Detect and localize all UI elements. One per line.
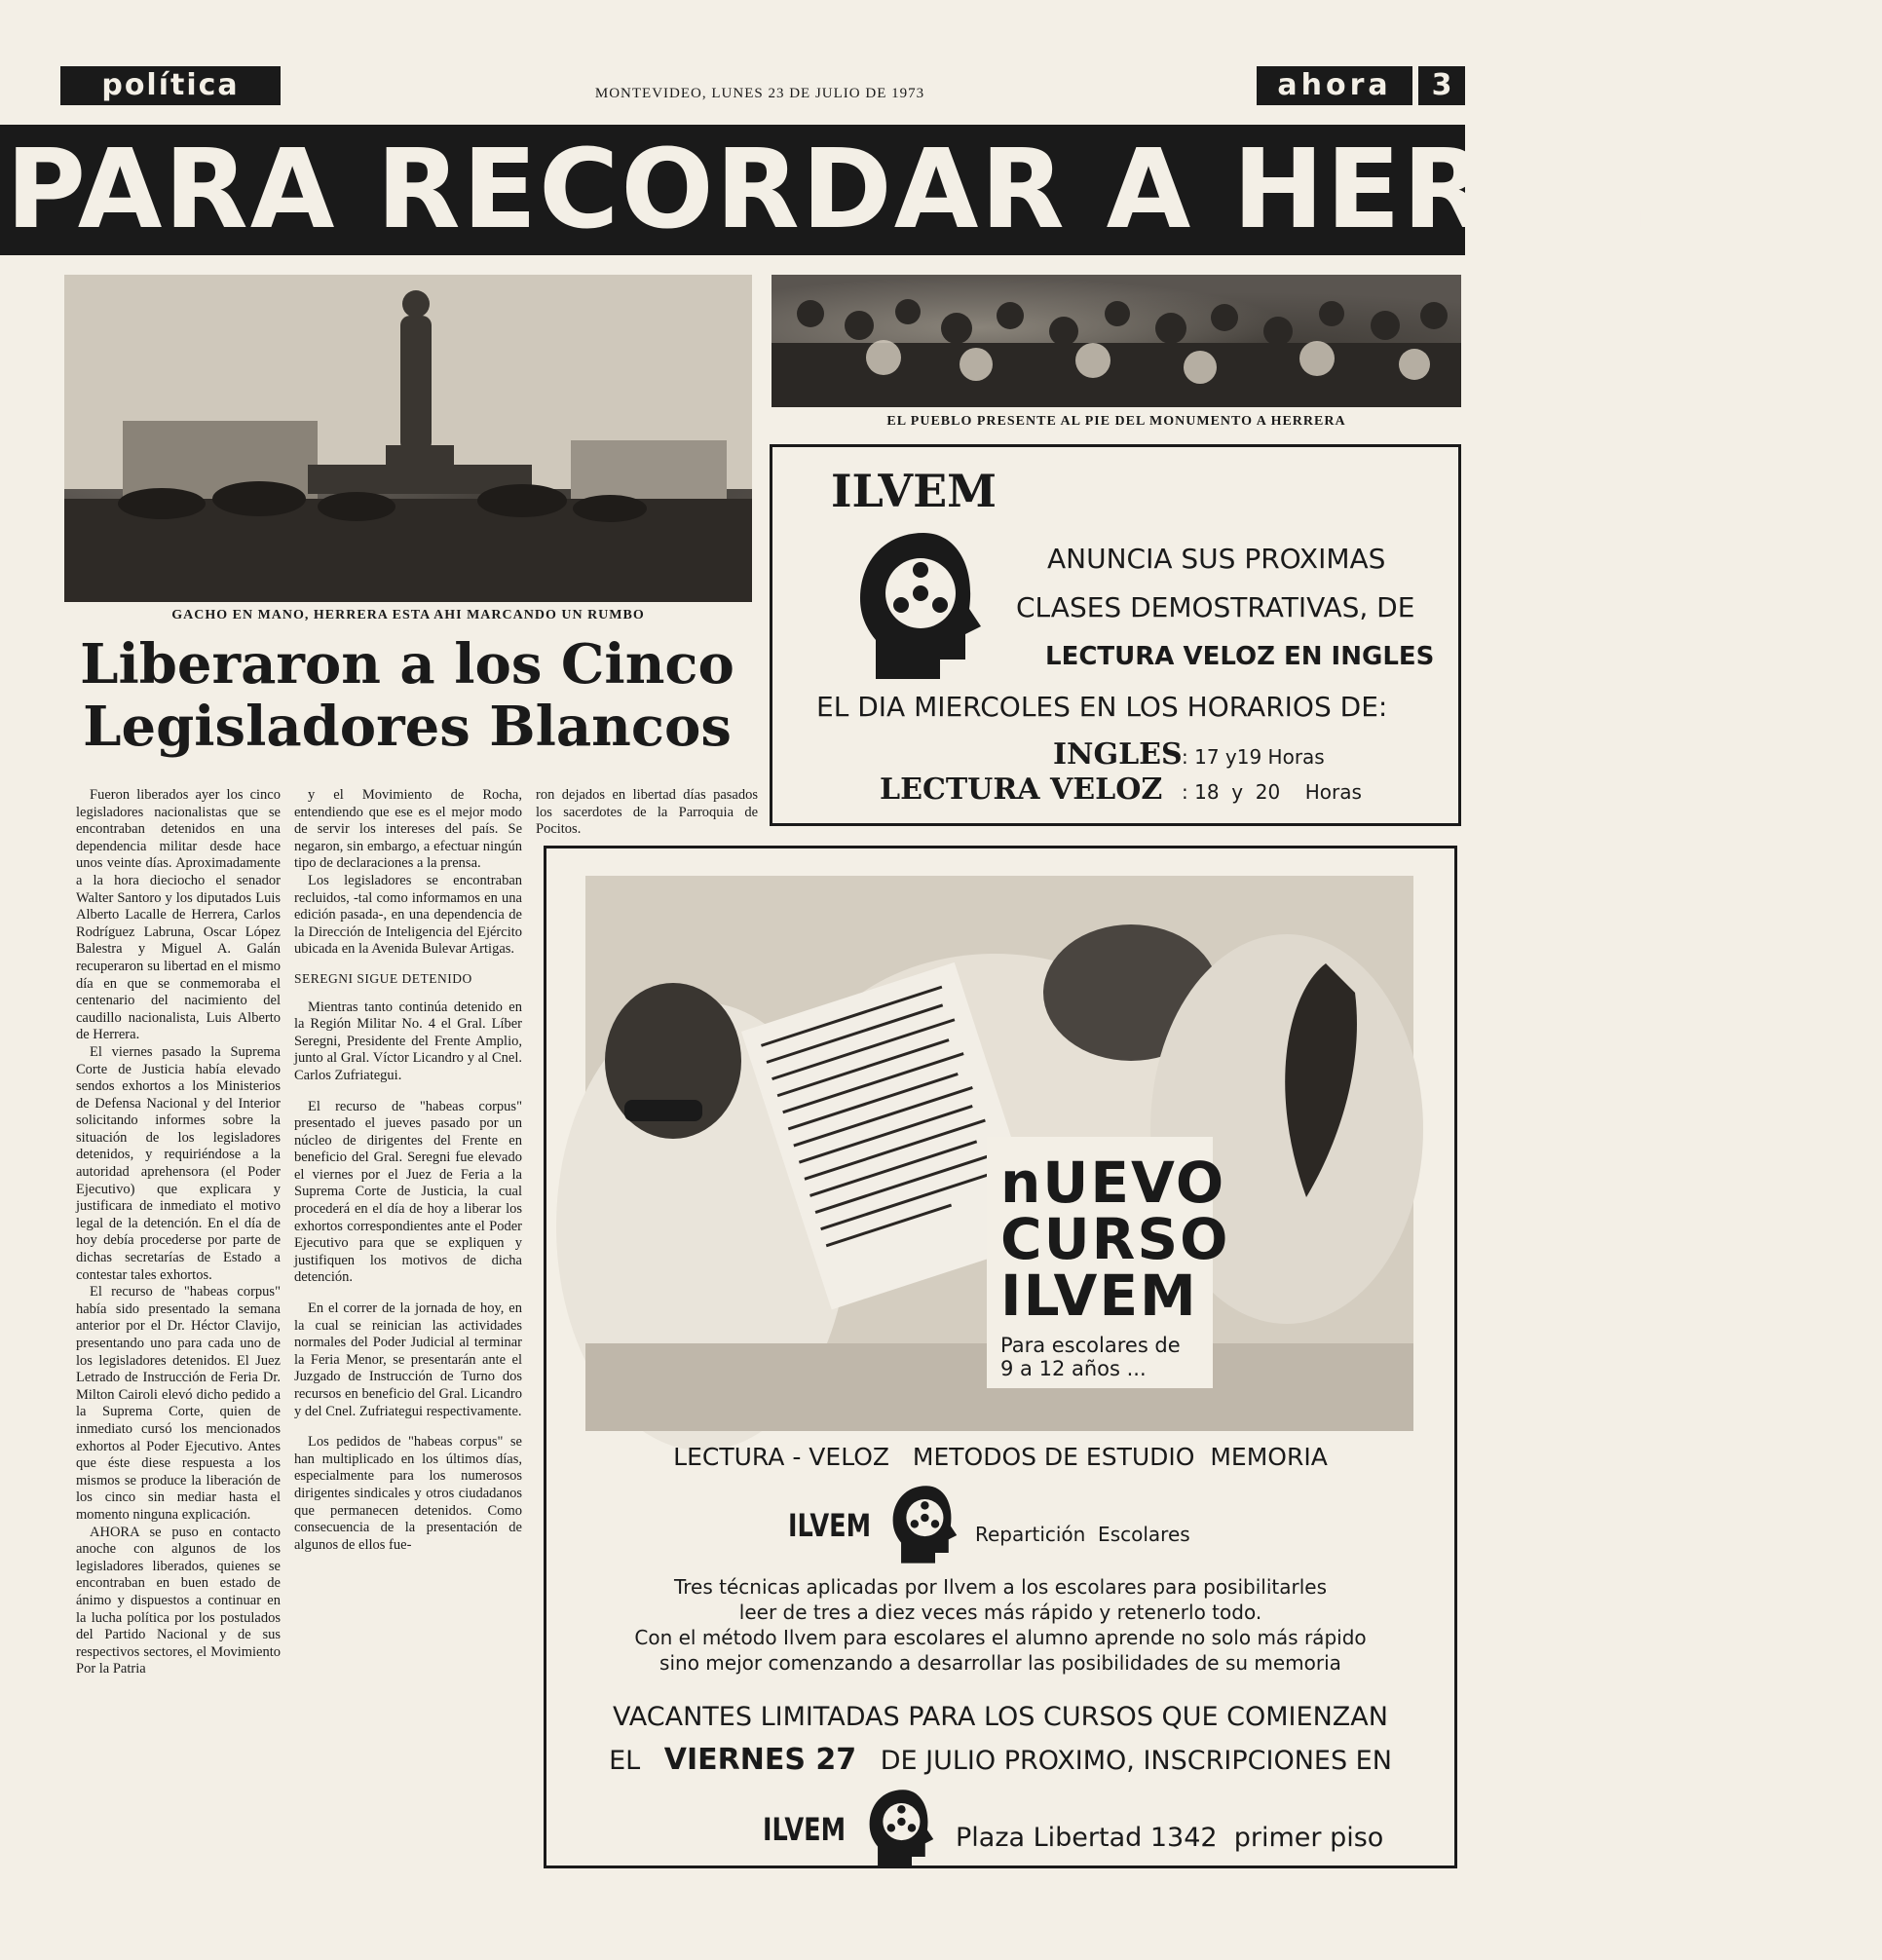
paragraph: El viernes pasado la Suprema Corte de Justicia había elevado sendos exhortos a los Ministerios de Defensa Nacional y del Interior solicitando informes sobre la situación de los legisladores detenidos, y requiriéndose a la autoridad aprehensora (el Poder Ejecutivo) que explicara y justificara de inmediato el motivo legal de la detención. En el día de hoy debía procederse por parte de dichas secretarías de Estado a contestar tales exhortos. (76, 1043, 281, 1283)
article-title-line2: Legisladores Blancos (83, 695, 732, 759)
ad1-line-1: ANUNCIA SUS PROXIMAS (1047, 543, 1386, 575)
dateline: MONTEVIDEO, LUNES 23 DE JULIO DE 1973 (594, 86, 925, 101)
article-title-line1: Liberaron a los Cinco (80, 632, 734, 697)
ad1-brand: ILVEM (831, 465, 997, 517)
ad1-row-1-label: INGLES (1053, 737, 1183, 772)
statue-photo (64, 275, 752, 602)
paragraph: Fueron liberados ayer los cinco legisladores nacionalistas que se encontraban detenidos en una dependencia militar desde hace unos veinte días. Aproximadamente a la hora dieciocho el senador Walter Santoro y los diputados Luis Alberto Lacalle de Herrera, Carlos Rodríguez Labruna, Oscar López Balestra y Miguel A. Galán recuperaron su libertad en el mismo día en que se conmemoraba el centenario del nacimiento del caudillo nacionalista, Luis Alberto de Herrera. (76, 787, 281, 1043)
statue-photo-caption: GACHO EN MANO, HERRERA ESTA AHI MARCANDO UN RUMBO (171, 608, 645, 622)
ad1-line-3: LECTURA VELOZ EN INGLES (1045, 642, 1435, 671)
section-tag: política (60, 66, 281, 105)
badge-sub-2: 9 a 12 años ... (1000, 1357, 1147, 1380)
main-headline: PARA RECORDAR A HERRERA" (0, 125, 1465, 255)
paragraph: Los pedidos de "habeas corpus" se han multiplicado en los últimos días, especialmente para los numerosos dirigentes sindicales y otros ciudadanos que permanecen detenidos. Como consecuencia de la presentación de algunos de ellos fue- (294, 1434, 522, 1553)
paragraph: y el Movimiento de Rocha, entendiendo que ese es el mejor modo de servir los intereses del país. Se negaron, sin embargo, a efectuar ningún tipo de declaraciones a la prensa. (294, 787, 522, 872)
vacantes-date: VIERNES 27 (663, 1743, 857, 1777)
ad2-brand: ILVEM (788, 1507, 872, 1544)
badge-line-2: CURSO (1000, 1206, 1230, 1272)
ad1-row-2-label: LECTURA VELOZ (880, 773, 1163, 807)
vacantes-rest: DE JULIO PROXIMO, INSCRIPCIONES EN (880, 1746, 1392, 1776)
badge-line-1: nUEVO (1000, 1150, 1226, 1216)
paragraph: AHORA se puso en contacto anoche con algunos de los legisladores liberados, quienes se encontraban en buen estado de ánimo y dispuestos a continuar en la lucha política por los postulados del Partido Nacional y de sus respectivos sectores, el Movimiento Por la Patria (76, 1524, 281, 1677)
masthead: ahora (1257, 66, 1412, 105)
ilvem-ad-new-course (544, 846, 1457, 1868)
students-photo (585, 876, 1413, 1431)
crowd-figures (772, 275, 1461, 407)
ad2-footer-brand: ILVEM (763, 1811, 847, 1848)
ad2-body-3: Con el método Ilvem para escolares el alumno aprende no solo más rápido (634, 1626, 1367, 1649)
ad2-body-4: sino mejor comenzando a desarrollar las posibilidades de su memoria (659, 1651, 1341, 1675)
paragraph: Mientras tanto continúa detenido en la Región Militar No. 4 el Gral. Líber Seregni, Presidente del Frente Amplio, junto al Gral. Víctor Licandro y al Cnel. Carlos Zufriategui. (294, 999, 522, 1083)
subheading: SEREGNI SIGUE DETENIDO (294, 970, 472, 986)
paragraph: ron dejados en libertad días pasados los sacerdotes de la Parroquia de Pocitos. (536, 787, 758, 838)
article-column-2 (294, 787, 522, 1907)
paragraph: El recurso de "habeas corpus" presentado el jueves pasado por un núcleo de dirigentes del Frente en beneficio del Gral. Seregni fue elevado el viernes por el Juez de Feria a la Suprema Corte de Justicia, la cual procederá en el día de hoy a liberar los exhortos correspondientes ante el Poder Ejecutivo para que se expliquen y justifiquen los motivos de dicha detención. (294, 1098, 522, 1286)
article-column-3 (536, 787, 758, 839)
ilvem-ad-demo-classes (770, 444, 1461, 826)
ad1-row-1-value: : 17 y19 Horas (1182, 745, 1325, 769)
vacantes-el: EL (609, 1746, 641, 1776)
page-number: 3 (1418, 66, 1465, 105)
vacantes-line-1: VACANTES LIMITADAS PARA LOS CURSOS QUE COMIENZAN (613, 1702, 1388, 1732)
vacantes-line-2 (546, 1743, 1454, 1777)
crowd-photo-caption: EL PUEBLO PRESENTE AL PIE DEL MONUMENTO A HERRERA (886, 414, 1346, 429)
head-reel-icon-footer (864, 1786, 942, 1873)
ad2-body-2: leer de tres a diez veces más rápido y retenerlo todo. (738, 1601, 1262, 1624)
ad2-address: Plaza Libertad 1342 primer piso (956, 1823, 1384, 1853)
head-reel-icon-small (887, 1482, 965, 1569)
ad1-line-2: CLASES DEMOSTRATIVAS, DE (1016, 591, 1415, 623)
ad2-body-1: Tres técnicas aplicadas por Ilvem a los escolares para posibilitarles (673, 1575, 1328, 1599)
badge-sub-1: Para escolares de (1000, 1334, 1181, 1357)
article-title (66, 633, 748, 758)
statue-scene (64, 275, 752, 602)
ad1-line-4: EL DIA MIERCOLES EN LOS HORARIOS DE: (816, 691, 1388, 723)
ad1-row-2-value: : 18 y 20 Horas (1182, 780, 1362, 804)
new-course-badge (987, 1137, 1230, 1388)
reparticion-label: Repartición Escolares (975, 1523, 1190, 1546)
paragraph: En el correr de la jornada de hoy, en la cual se reinician las actividades normales del Poder Judicial al terminar la Feria Menor, se presentarán ante el Juzgado de Instrucción de Turno dos recursos en beneficio del Gral. Licandro y del Cnel. Zufriategui respectivamente. (294, 1300, 522, 1419)
methods-line: LECTURA - VELOZ METODOS DE ESTUDIO MEMORIA (673, 1443, 1328, 1471)
paragraph: El recurso de "habeas corpus" había sido presentado la semana anterior por el Dr. Héctor Clavijo, presentando uno para cada uno de los legisladores detenidos. El Juez Letrado de Instrucción de Feria Dr. Milton Cairoli elevó dicho pedido a la Suprema Corte, quien de inmediato cursó los mencionados exhortos al Poder Ejecutivo. Antes que éste diese respuesta a los mismos se produce la liberación de los cinco sin mediar hasta el momento ninguna explicación. (76, 1284, 281, 1523)
article-column-1 (76, 787, 281, 1907)
crowd-photo (772, 275, 1461, 407)
paragraph: Los legisladores se encontraban recluidos, -tal como informamos en una edición pasada-, en una dependencia de la Dirección de Inteligencia del Ejército ubicada en la Avenida Bulevar Artigas. (294, 872, 522, 958)
badge-line-3: ILVEM (1000, 1263, 1198, 1329)
head-reel-icon (850, 525, 997, 691)
